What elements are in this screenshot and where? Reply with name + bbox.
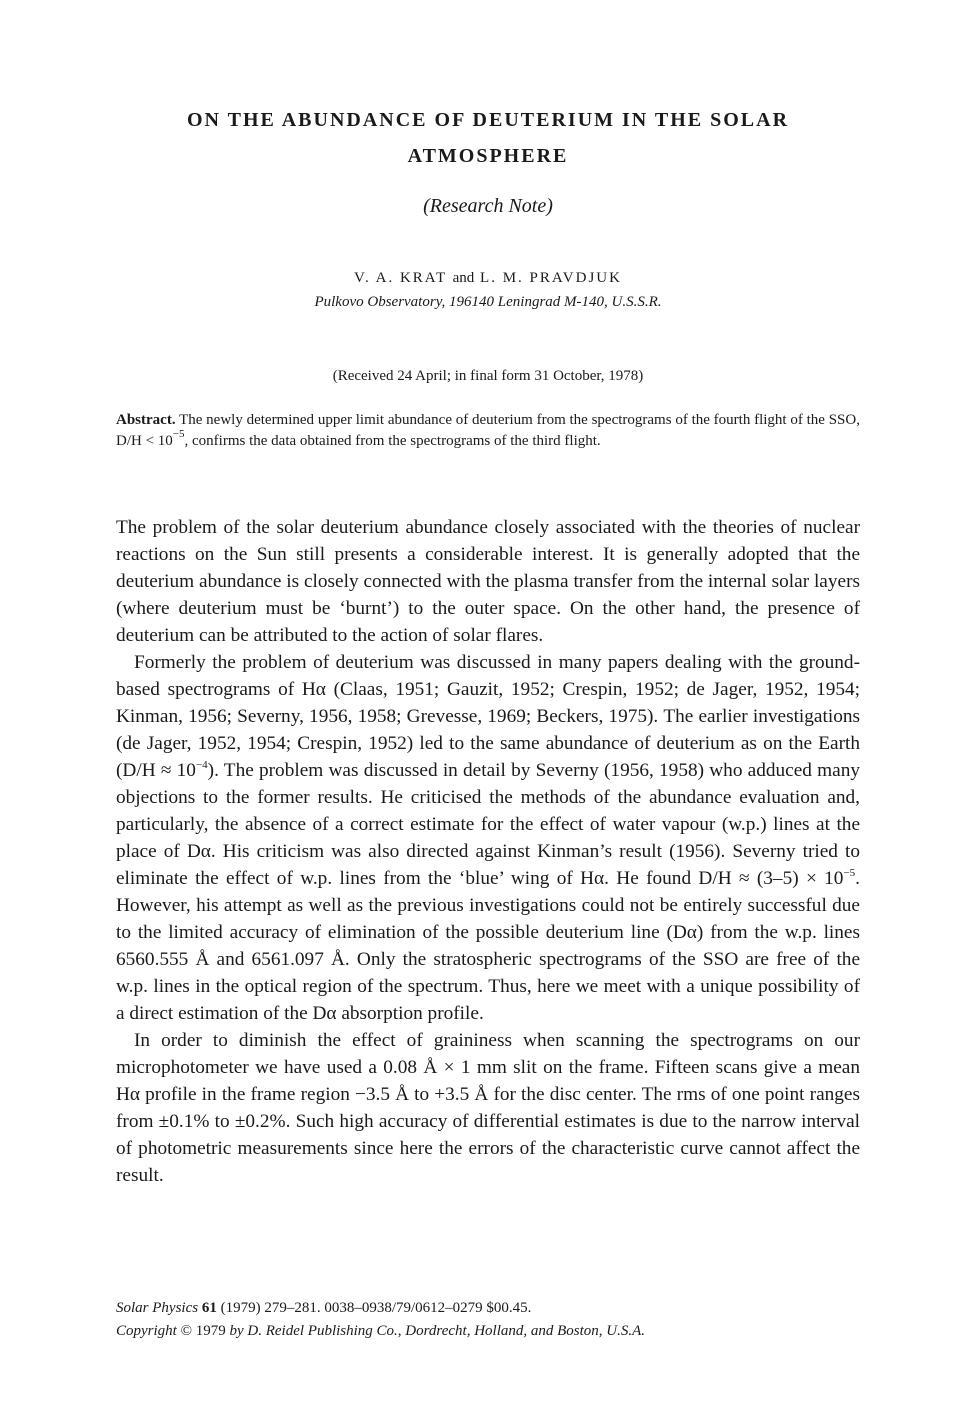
paragraph-2-part-a: Formerly the problem of deuterium was discussed in many papers dealing with the ground-based spectrograms of Hα (Claas, 1951; Gauzit, 1952; Crespin, 1952; de Jager, 1952, 1954; Kinman, 1956; Severny, 1956, 1958; Grevesse, 1969; Beckers, 1975). The earlier investigations (de Jager, 1952, 1954; Crespin, 1952) led to the same abundance of deuterium as on the Earth (D/H ≈ 10 (116, 652, 860, 781)
copyright-label: Copyright (116, 1323, 177, 1339)
received-date: (Received 24 April; in final form 31 October, 1978) (332, 368, 644, 384)
abstract-text-a: The newly determined upper limit abundance of deuterium from the spectrograms of the fourth flight of the SSO, D/H < 10 (116, 412, 860, 449)
research-note-label: (Research Note) (423, 195, 553, 217)
paragraph-2-exponent-2: −5 (843, 867, 856, 879)
abstract-label: Abstract. (116, 412, 176, 428)
paragraph-2-exponent-1: −4 (195, 759, 208, 771)
paragraph-2 (116, 649, 860, 1027)
copyright-year: 1979 (195, 1323, 226, 1339)
paragraph-3: In order to diminish the effect of graininess when scanning the spectrograms on our microphotometer we have used a 0.08 Å × 1 mm slit on the frame. Fifteen scans give a mean Hα profile in the frame region −3.5 Å to +3.5 Å for the disc center. The rms of one point ranges from ±0.1% to ±0.2%. Such high accuracy of differential estimates is due to the narrow interval of photometric measurements since here the errors of the characteristic curve cannot affect the result. (116, 1030, 860, 1186)
author-affiliation: Pulkovo Observatory, 196140 Leningrad M-140, U.S.S.R. (314, 294, 662, 310)
paragraph-2-part-b: ). The problem was discussed in detail by Severny (1956, 1958) who adduced many objections to the former results. He criticised the methods of the abundance evaluation and, particularly, the absence of a correct estimate for the effect of water vapour (w.p.) lines at the place of Dα. His criticism was also directed against Kinman’s result (1956). Severny tried to eliminate the effect of w.p. lines from the ‘blue’ wing of Hα. He found D/H ≈ (3–5) × 10 (116, 760, 860, 889)
journal-volume: 61 (201, 1300, 217, 1316)
paper-title-line-1: ON THE ABUNDANCE OF DEUTERIUM IN THE SOLAR (186, 109, 790, 131)
abstract-text-b: , confirms the data obtained from the spectrograms of the third flight. (184, 433, 601, 449)
citation-details: (1979) 279–281. 0038–0938/79/0612–0279 $00.45. (220, 1300, 532, 1316)
journal-citation (116, 1300, 876, 1317)
author-conjunction: and (452, 270, 475, 286)
copyright-line (116, 1323, 876, 1340)
abstract (116, 410, 860, 452)
author-krat: V. A. KRAT (354, 270, 447, 286)
copyright-symbol: © (180, 1323, 192, 1339)
paper-title-line-2: ATMOSPHERE (407, 145, 569, 167)
paragraph-2-part-c: . However, his attempt as well as the previous investigations could not be entirely successful due to the limited accuracy of elimination of the possible deuterium line (Dα) from the w.p. lines 6560.555 Å and 6561.097 Å. Only the stratospheric spectrograms of the SSO are free of the w.p. lines in the optical region of the spectrum. Thus, here we meet with a unique possibility of a direct estimation of the Dα absorption profile. (116, 868, 860, 1024)
abstract-exponent: −5 (172, 428, 185, 440)
copyright-publisher: by D. Reidel Publishing Co., Dordrecht, Holland, and Boston, U.S.A. (229, 1323, 646, 1339)
body-text (116, 514, 860, 1189)
journal-name: Solar Physics (116, 1300, 199, 1316)
author-pravdjuk: L. M. PRAVDJUK (480, 270, 622, 286)
author-line (116, 270, 860, 287)
paragraph-1: The problem of the solar deuterium abundance closely associated with the theories of nuclear reactions on the Sun still presents a considerable interest. It is generally adopted that the deuterium abundance is closely connected with the plasma transfer from the internal solar layers (where deuterium must be ‘burnt’) to the outer space. On the other hand, the presence of deuterium can be attributed to the action of solar flares. (116, 517, 860, 646)
